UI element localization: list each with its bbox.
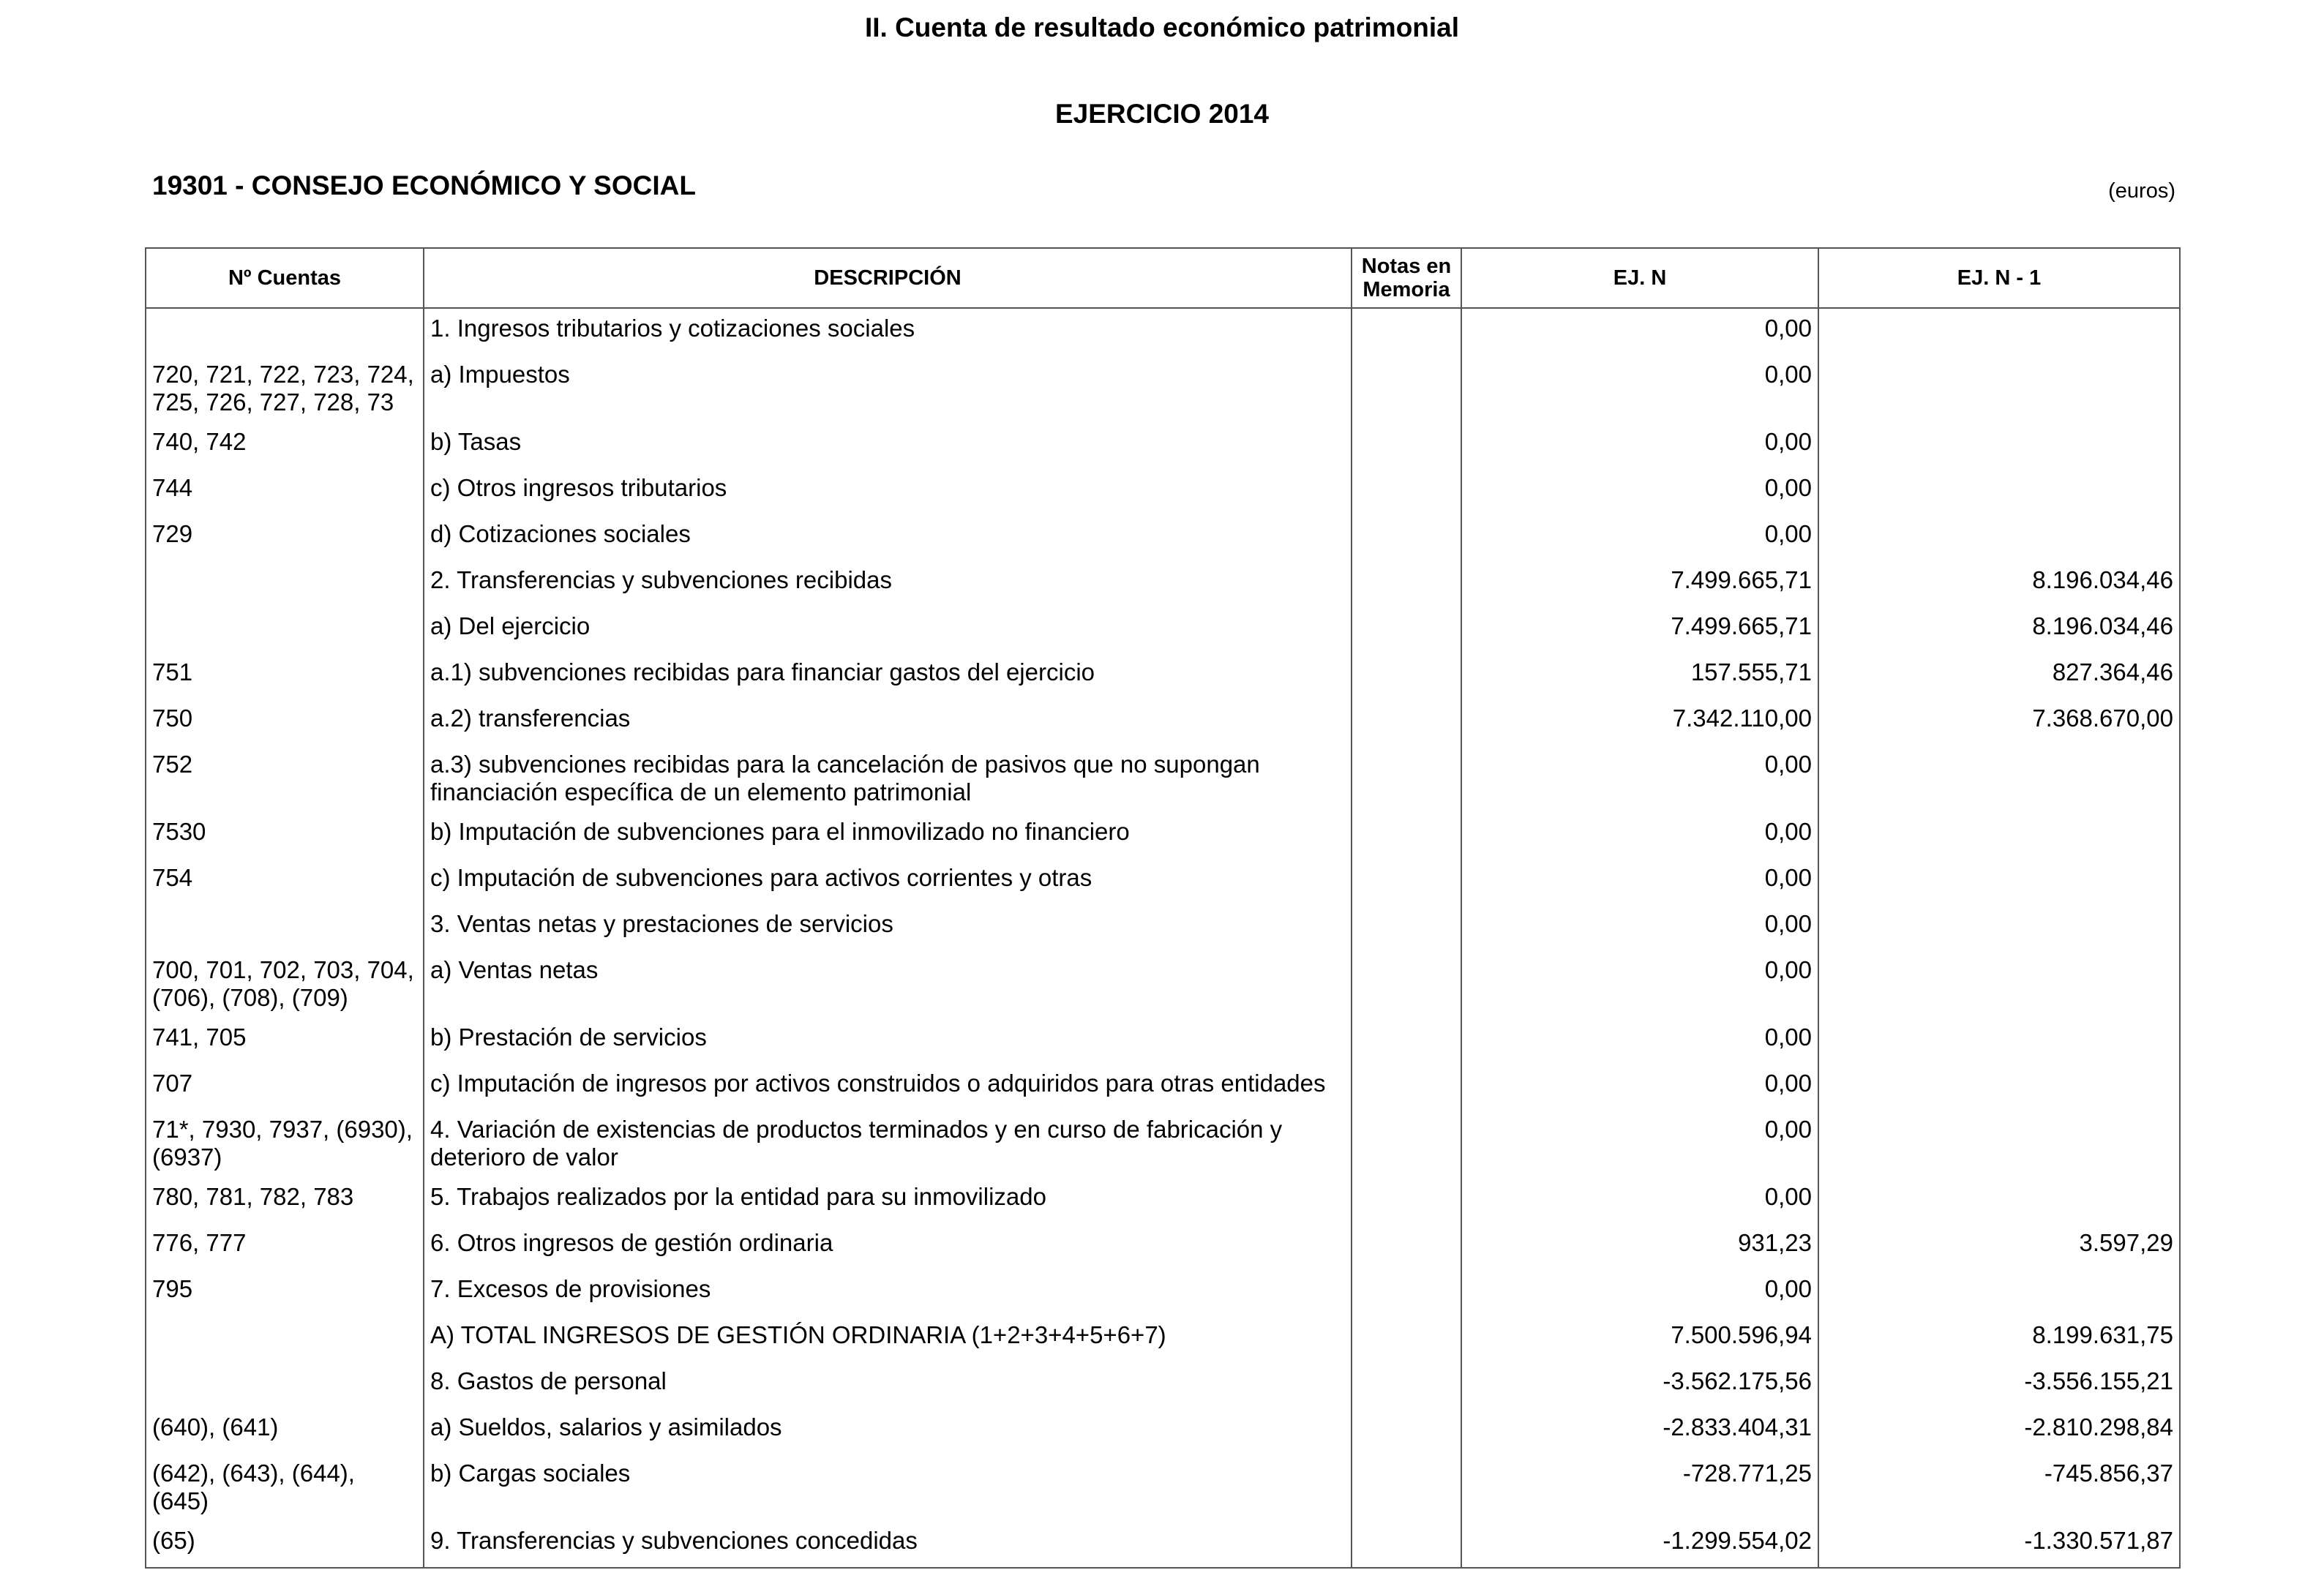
cell-ej-n: 0,00	[1461, 355, 1818, 422]
cell-notas	[1352, 858, 1461, 904]
cell-ej-n: 0,00	[1461, 1177, 1818, 1223]
cell-cuentas: (642), (643), (644), (645)	[146, 1454, 424, 1521]
cell-ej-n1	[1818, 1064, 2180, 1110]
cell-ej-n1	[1818, 1177, 2180, 1223]
cell-ej-n: 0,00	[1461, 1110, 1818, 1177]
cell-cuentas: 752	[146, 745, 424, 812]
cell-cuentas: 750	[146, 699, 424, 745]
table-row	[146, 1177, 2180, 1223]
cell-ej-n1	[1818, 355, 2180, 422]
cell-ej-n: 0,00	[1461, 308, 1818, 355]
cell-ej-n1: 8.196.034,46	[1818, 560, 2180, 606]
cell-notas	[1352, 653, 1461, 699]
cell-notas	[1352, 514, 1461, 560]
cell-cuentas: 776, 777	[146, 1223, 424, 1269]
table-row	[146, 812, 2180, 858]
cell-ej-n1	[1818, 308, 2180, 355]
cell-cuentas: 795	[146, 1269, 424, 1315]
cell-cuentas: 751	[146, 653, 424, 699]
table-row	[146, 1521, 2180, 1568]
cell-cuentas: 71*, 7930, 7937, (6930), (6937)	[146, 1110, 424, 1177]
cell-ej-n: -2.833.404,31	[1461, 1408, 1818, 1454]
cell-cuentas	[146, 560, 424, 606]
table-row	[146, 858, 2180, 904]
table-row	[146, 1408, 2180, 1454]
table-row	[146, 468, 2180, 514]
cell-descripcion: a) Ventas netas	[424, 950, 1352, 1018]
cell-ej-n: 0,00	[1461, 1018, 1818, 1064]
cell-ej-n1: -2.810.298,84	[1818, 1408, 2180, 1454]
cell-ej-n: 0,00	[1461, 745, 1818, 812]
cell-ej-n: 7.342.110,00	[1461, 699, 1818, 745]
cell-ej-n: 0,00	[1461, 858, 1818, 904]
cell-notas	[1352, 560, 1461, 606]
fiscal-year-heading: EJERCICIO 2014	[1054, 99, 1270, 129]
cell-cuentas: 741, 705	[146, 1018, 424, 1064]
cell-descripcion: a) Sueldos, salarios y asimilados	[424, 1408, 1352, 1454]
table-row	[146, 514, 2180, 560]
cell-notas	[1352, 1315, 1461, 1361]
cell-descripcion: a.2) transferencias	[424, 699, 1352, 745]
cell-notas	[1352, 1223, 1461, 1269]
cell-notas	[1352, 308, 1461, 355]
cell-descripcion: 2. Transferencias y subvenciones recibidas	[424, 560, 1352, 606]
cell-ej-n: -728.771,25	[1461, 1454, 1818, 1521]
table-body	[146, 308, 2180, 1568]
cell-descripcion: 5. Trabajos realizados por la entidad para su inmovilizado	[424, 1177, 1352, 1223]
cell-cuentas: 754	[146, 858, 424, 904]
cell-cuentas: 700, 701, 702, 703, 704, (706), (708), (709)	[146, 950, 424, 1018]
cell-ej-n: 7.500.596,94	[1461, 1315, 1818, 1361]
cell-cuentas: 720, 721, 722, 723, 724, 725, 726, 727, 728, 73	[146, 355, 424, 422]
cell-ej-n1	[1818, 1269, 2180, 1315]
table-row	[146, 950, 2180, 1018]
cell-ej-n1: -745.856,37	[1818, 1454, 2180, 1521]
cell-ej-n: 7.499.665,71	[1461, 606, 1818, 653]
cell-descripcion: 8. Gastos de personal	[424, 1361, 1352, 1408]
table-row	[146, 904, 2180, 950]
cell-ej-n1	[1818, 1110, 2180, 1177]
table-row	[146, 699, 2180, 745]
cell-descripcion: 1. Ingresos tributarios y cotizaciones sociales	[424, 308, 1352, 355]
table-row	[146, 606, 2180, 653]
cell-notas	[1352, 422, 1461, 468]
cell-ej-n1: 8.196.034,46	[1818, 606, 2180, 653]
cell-notas	[1352, 1361, 1461, 1408]
cell-notas	[1352, 355, 1461, 422]
cell-ej-n1: 827.364,46	[1818, 653, 2180, 699]
cell-ej-n1: -1.330.571,87	[1818, 1521, 2180, 1568]
cell-descripcion: a) Del ejercicio	[424, 606, 1352, 653]
cell-cuentas: 780, 781, 782, 783	[146, 1177, 424, 1223]
cell-notas	[1352, 1269, 1461, 1315]
cell-descripcion: c) Imputación de ingresos por activos construidos o adquiridos para otras entidades	[424, 1064, 1352, 1110]
cell-descripcion: b) Cargas sociales	[424, 1454, 1352, 1521]
cell-ej-n: -3.562.175,56	[1461, 1361, 1818, 1408]
column-header-notas	[1352, 248, 1461, 308]
currency-unit-label: (euros)	[2108, 179, 2175, 203]
cell-cuentas: 740, 742	[146, 422, 424, 468]
cell-ej-n: 157.555,71	[1461, 653, 1818, 699]
cell-ej-n: 0,00	[1461, 514, 1818, 560]
cell-ej-n1	[1818, 904, 2180, 950]
cell-cuentas	[146, 1315, 424, 1361]
income-statement-table	[145, 247, 2181, 1569]
cell-cuentas: (640), (641)	[146, 1408, 424, 1454]
cell-notas	[1352, 1408, 1461, 1454]
column-header-ej-n: EJ. N	[1461, 248, 1818, 308]
cell-descripcion: A) TOTAL INGRESOS DE GESTIÓN ORDINARIA (1+2+3+4+5+6+7)	[424, 1315, 1352, 1361]
cell-descripcion: b) Tasas	[424, 422, 1352, 468]
cell-ej-n: 0,00	[1461, 950, 1818, 1018]
table-row	[146, 1454, 2180, 1521]
cell-descripcion: d) Cotizaciones sociales	[424, 514, 1352, 560]
table-row	[146, 1018, 2180, 1064]
cell-ej-n1: -3.556.155,21	[1818, 1361, 2180, 1408]
cell-descripcion: b) Prestación de servicios	[424, 1018, 1352, 1064]
cell-ej-n: 0,00	[1461, 1269, 1818, 1315]
cell-notas	[1352, 1018, 1461, 1064]
cell-descripcion: c) Otros ingresos tributarios	[424, 468, 1352, 514]
cell-notas	[1352, 904, 1461, 950]
table-row	[146, 745, 2180, 812]
cell-ej-n1	[1818, 514, 2180, 560]
table-row	[146, 1315, 2180, 1361]
cell-ej-n: 0,00	[1461, 812, 1818, 858]
cell-ej-n1	[1818, 950, 2180, 1018]
cell-cuentas: 7530	[146, 812, 424, 858]
table-row	[146, 1269, 2180, 1315]
table-row	[146, 1064, 2180, 1110]
cell-descripcion: a) Impuestos	[424, 355, 1352, 422]
cell-descripcion: b) Imputación de subvenciones para el inmovilizado no financiero	[424, 812, 1352, 858]
cell-ej-n: 0,00	[1461, 1064, 1818, 1110]
cell-ej-n: 0,00	[1461, 422, 1818, 468]
cell-descripcion: a.1) subvenciones recibidas para financiar gastos del ejercicio	[424, 653, 1352, 699]
cell-ej-n: -1.299.554,02	[1461, 1521, 1818, 1568]
table-row	[146, 560, 2180, 606]
cell-ej-n1: 7.368.670,00	[1818, 699, 2180, 745]
table-row	[146, 422, 2180, 468]
cell-notas	[1352, 699, 1461, 745]
cell-notas	[1352, 1110, 1461, 1177]
cell-notas	[1352, 1177, 1461, 1223]
cell-ej-n: 0,00	[1461, 904, 1818, 950]
table-row	[146, 1361, 2180, 1408]
table-row	[146, 308, 2180, 355]
cell-ej-n1: 8.199.631,75	[1818, 1315, 2180, 1361]
cell-ej-n: 931,23	[1461, 1223, 1818, 1269]
table-row	[146, 355, 2180, 422]
cell-cuentas	[146, 308, 424, 355]
column-header-notas-line2: Memoria	[1362, 278, 1450, 301]
cell-cuentas: 744	[146, 468, 424, 514]
cell-cuentas	[146, 606, 424, 653]
cell-ej-n1	[1818, 422, 2180, 468]
column-header-cuentas: Nº Cuentas	[146, 248, 424, 308]
cell-descripcion: c) Imputación de subvenciones para activos corrientes y otras	[424, 858, 1352, 904]
cell-notas	[1352, 1454, 1461, 1521]
table-row	[146, 1110, 2180, 1177]
cell-notas	[1352, 468, 1461, 514]
cell-descripcion: 3. Ventas netas y prestaciones de servicios	[424, 904, 1352, 950]
cell-notas	[1352, 950, 1461, 1018]
table-row	[146, 1223, 2180, 1269]
table-row	[146, 653, 2180, 699]
column-header-ej-n1: EJ. N - 1	[1818, 248, 2180, 308]
cell-ej-n1	[1818, 858, 2180, 904]
cell-ej-n1: 3.597,29	[1818, 1223, 2180, 1269]
cell-ej-n: 7.499.665,71	[1461, 560, 1818, 606]
entity-name: 19301 - CONSEJO ECONÓMICO Y SOCIAL	[152, 170, 696, 200]
cell-notas	[1352, 606, 1461, 653]
cell-cuentas: 729	[146, 514, 424, 560]
column-header-notas-line1: Notas en	[1361, 255, 1452, 278]
table-header	[146, 248, 2180, 308]
cell-cuentas: 707	[146, 1064, 424, 1110]
cell-notas	[1352, 812, 1461, 858]
cell-ej-n1	[1818, 468, 2180, 514]
cell-notas	[1352, 745, 1461, 812]
cell-descripcion: 9. Transferencias y subvenciones concedidas	[424, 1521, 1352, 1568]
cell-ej-n1	[1818, 1018, 2180, 1064]
cell-ej-n1	[1818, 812, 2180, 858]
cell-descripcion: 4. Variación de existencias de productos terminados y en curso de fabricación y deterioro de valor	[424, 1110, 1352, 1177]
cell-descripcion: 7. Excesos de provisiones	[424, 1269, 1352, 1315]
cell-cuentas	[146, 904, 424, 950]
page-title: II. Cuenta de resultado económico patrimonial	[864, 12, 1460, 42]
cell-cuentas	[146, 1361, 424, 1408]
cell-descripcion: a.3) subvenciones recibidas para la cancelación de pasivos que no supongan financiación específica de un elemento patrimonial	[424, 745, 1352, 812]
cell-cuentas: (65)	[146, 1521, 424, 1568]
cell-descripcion: 6. Otros ingresos de gestión ordinaria	[424, 1223, 1352, 1269]
column-header-descripcion: DESCRIPCIÓN	[424, 248, 1352, 308]
cell-ej-n: 0,00	[1461, 468, 1818, 514]
cell-ej-n1	[1818, 745, 2180, 812]
cell-notas	[1352, 1064, 1461, 1110]
cell-notas	[1352, 1521, 1461, 1568]
header-row	[146, 248, 2180, 308]
